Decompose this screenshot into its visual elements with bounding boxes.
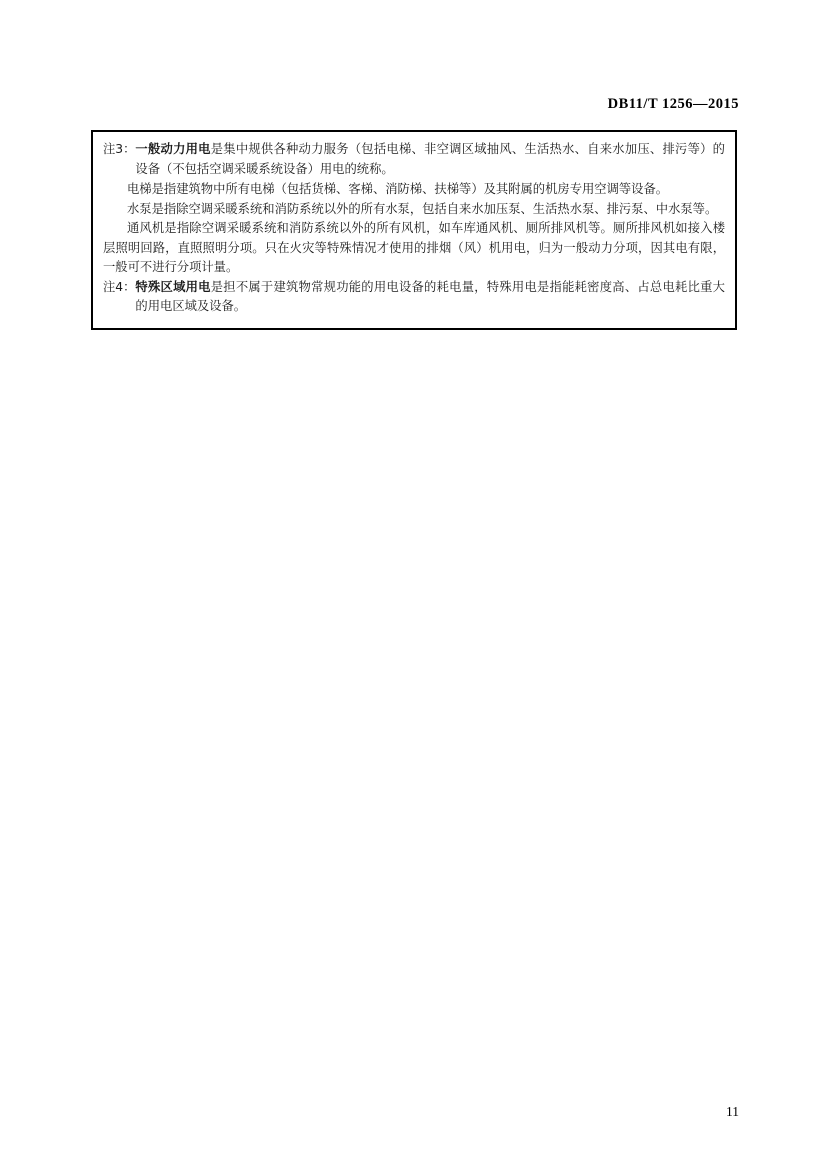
paragraph-fans: 通风机是指除空调采暖系统和消防系统以外的所有风机，如车库通风机、厕所排风机等。厕所排风机如接入楼层照明回路，直照照明分项。只在火灾等特殊情况才使用的排烟（风）机用电，归为一般动力分项，因其电有限，一般可不进行分项计量。 <box>103 221 725 274</box>
page-header-standard-code: DB11/T 1256—2015 <box>607 96 739 112</box>
note-4-label: 注4： <box>103 279 136 294</box>
note-3-body <box>135 140 725 179</box>
note-item-4 <box>103 278 725 317</box>
note-4-body <box>135 278 725 317</box>
note-3-term: 一般动力用电 <box>135 142 211 156</box>
note-4-term: 特殊区域用电 <box>135 279 211 294</box>
paragraph-pumps: 水泵是指除空调采暖系统和消防系统以外的所有水泵，包括自来水加压泵、生活热水泵、排污泵、中水泵等。 <box>127 201 718 216</box>
note-box <box>91 130 737 330</box>
note-3-label: 注3： <box>103 142 136 156</box>
page-number: 11 <box>726 1104 739 1119</box>
note-4-text: 是担不属于建筑物常规功能的用电设备的耗电量，特殊用电是指能耗密度高、占总电耗比重大的用电区域及设备。 <box>135 279 725 313</box>
note-item-3 <box>103 140 725 179</box>
note-3-text: 是集中规供各种动力服务（包括电梯、非空调区域抽风、生活热水、自来水加压、排污等）的设备（不包括空调采暖系统设备）用电的统称。 <box>135 142 725 176</box>
paragraph-elevator: 电梯是指建筑物中所有电梯（包括货梯、客梯、消防梯、扶梯等）及其附属的机房专用空调等设备。 <box>127 182 669 196</box>
